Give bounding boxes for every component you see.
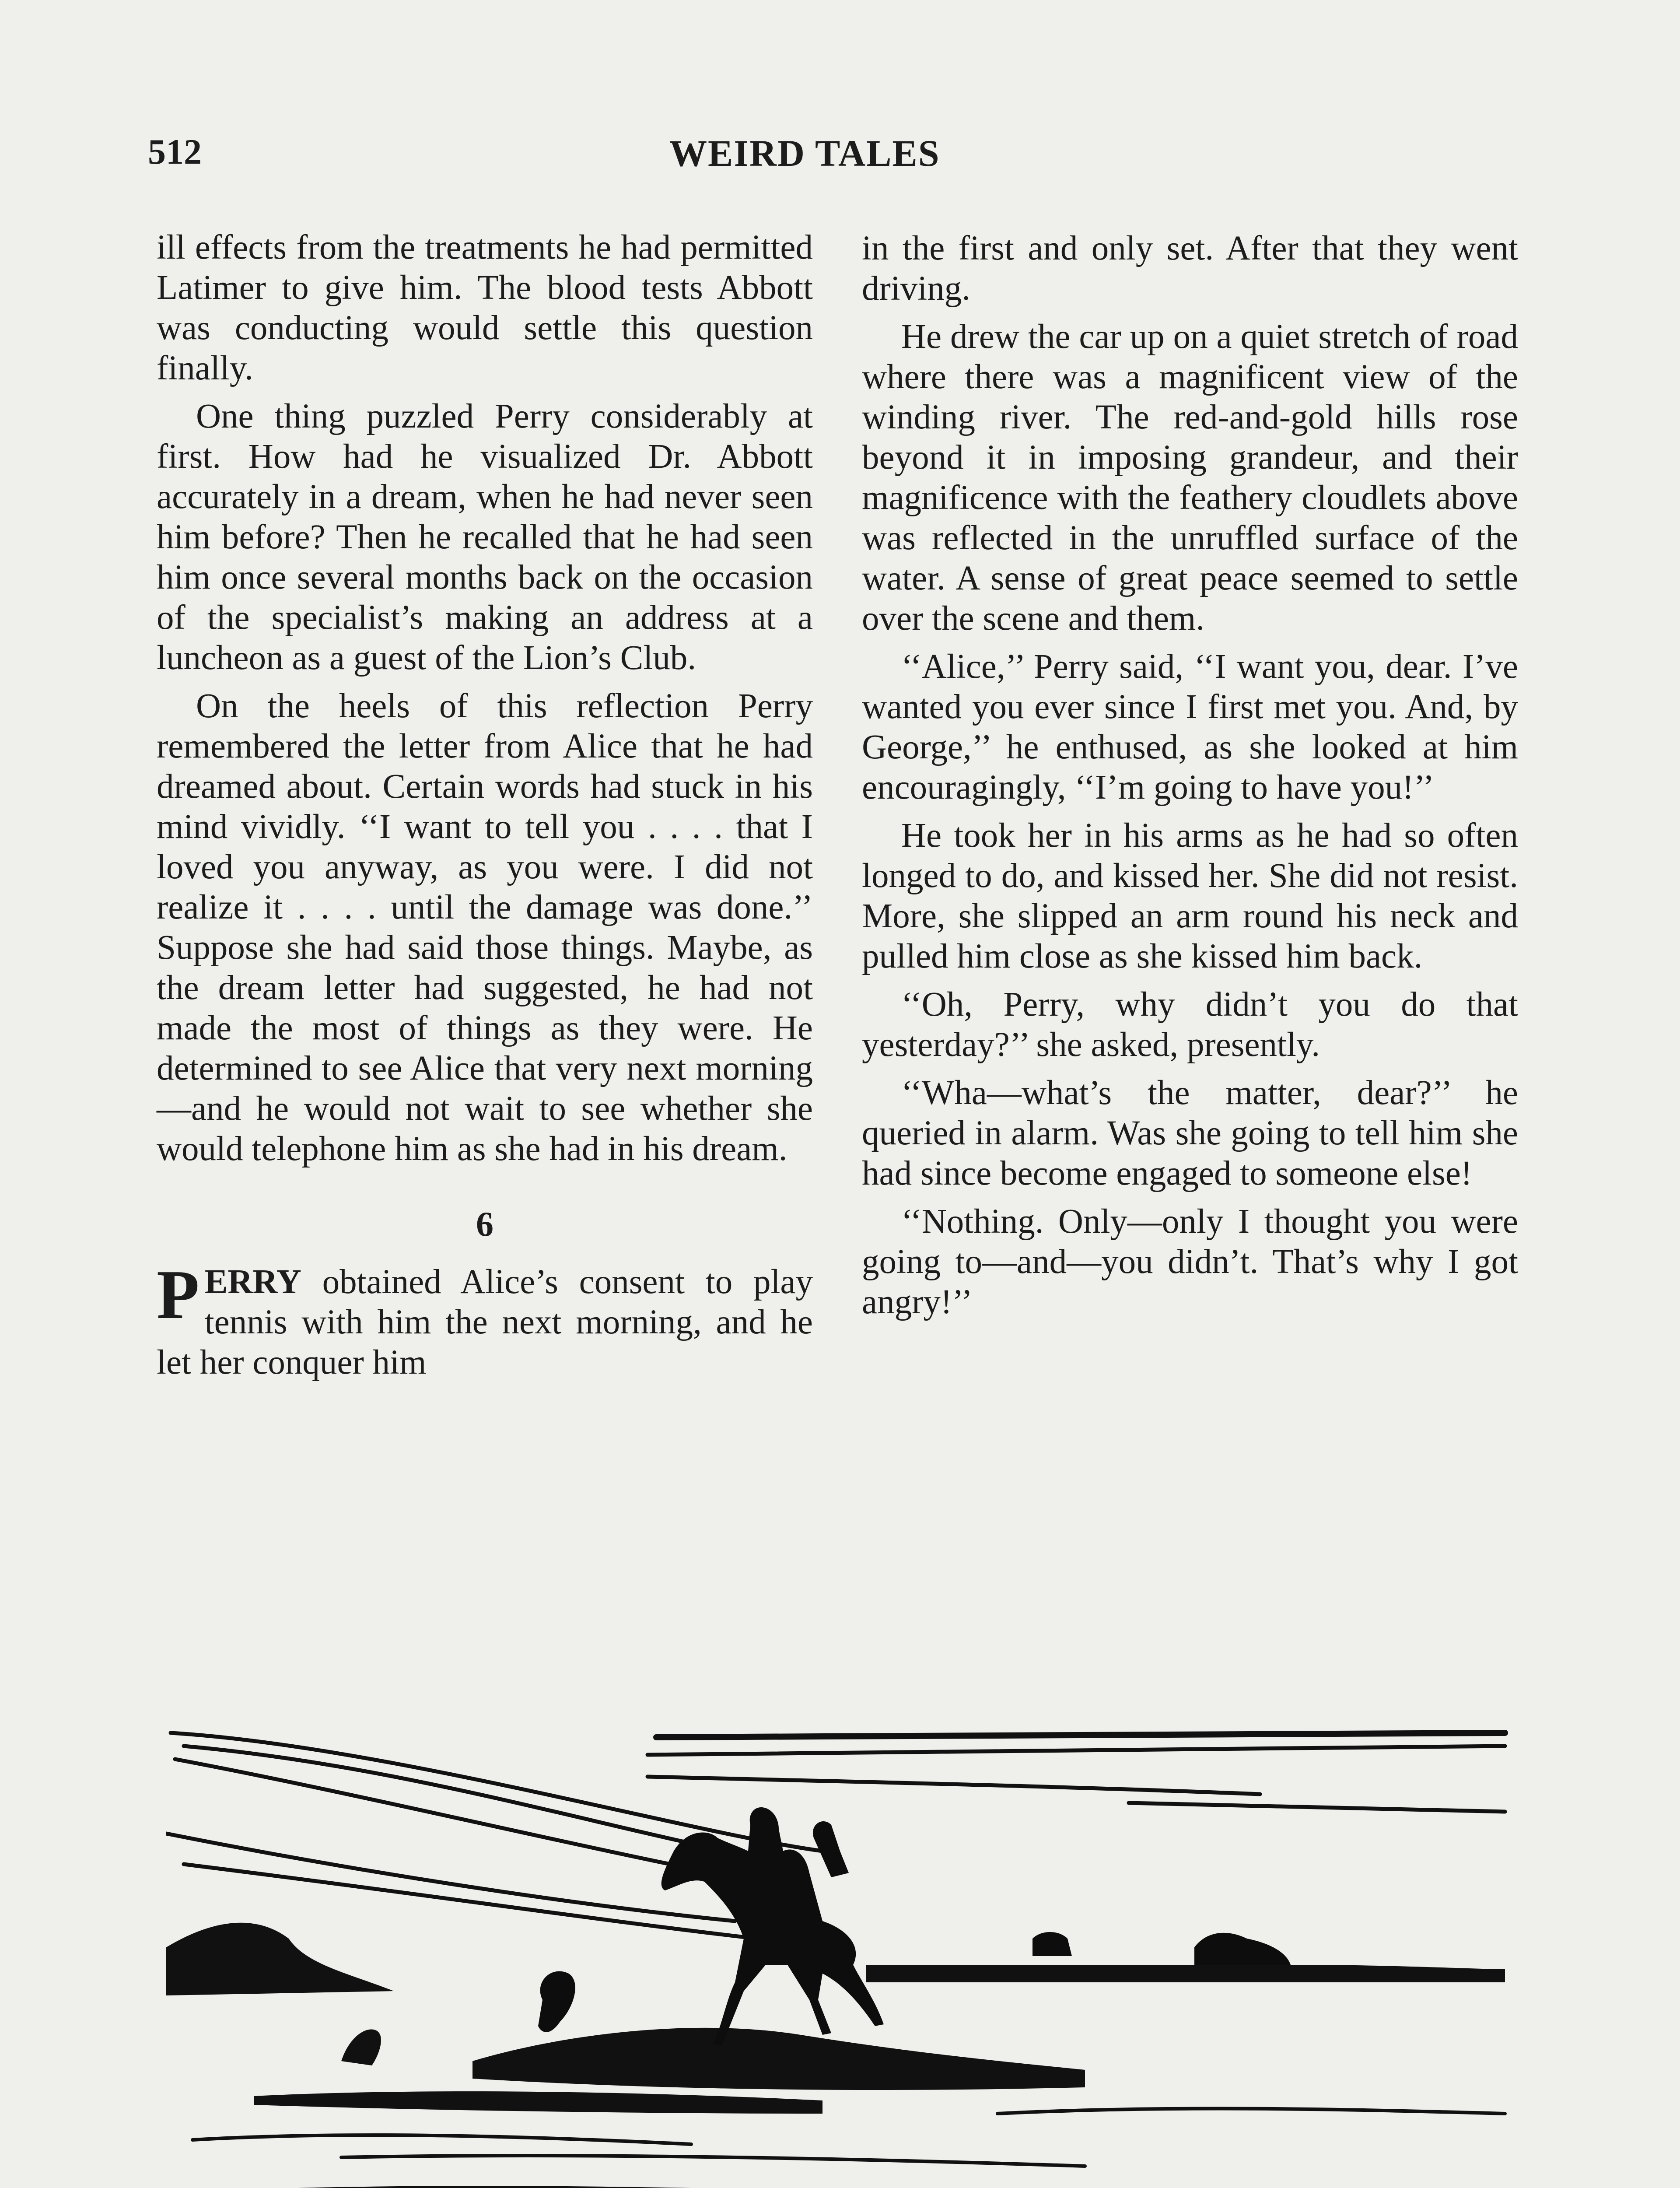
paragraph: On the heels of this reflection Perry remembered the letter from Alice that he had dreamed about. Certain words had stuck in his mind vividly. ‘‘I want to tell you . . . . that I loved you anyway, as you were. I did not realize it . . . . until the damage was done.’’ Suppose she had said those things. Maybe, as the dream letter had suggested, he had not made the most of things as they were. He determined to see Alice that very next morning—and he would not wait to see whether she would telephone him as she had in his dream. (157, 687, 813, 1168)
paragraph: ‘‘Wha—what’s the matter, dear?’’ he queried in alarm. Was she going to tell him she had since become engaged to someone else! (862, 1074, 1518, 1192)
paragraph: He took her in his arms as he had so often longed to do, and kissed her. She did not resist. More, she slipped an arm round his neck and pulled him close as she kissed him back. (862, 817, 1518, 975)
paragraph: ‘‘Nothing. Only—only I thought you were going to—and—you didn’t. That’s why I got angry!’’ (862, 1203, 1518, 1321)
drop-cap: P (157, 1255, 200, 1333)
left-column (157, 228, 813, 1391)
right-column (862, 228, 1518, 1330)
silhouette-illustration (166, 1720, 1514, 2188)
section-number: 6 (476, 1205, 494, 1244)
small-caps-lead: ERRY (204, 1263, 301, 1301)
ground-strokes (192, 2108, 1505, 2188)
distant-figures (1032, 1932, 1291, 1965)
sky-lines (166, 1733, 1505, 1939)
page-number: 512 (148, 132, 202, 172)
section-lead-paragraph (157, 1255, 813, 1383)
paragraph: in the first and only set. After that they went driving. (862, 229, 1518, 308)
rider-and-horse (662, 1807, 884, 2046)
bird (538, 1971, 575, 2032)
paragraph: One thing puzzled Perry considerably at first. How had he visualized Dr. Abbott accurately in a dream, when he had never seen him before? Then he recalled that he had seen him once several months back on the occasion of the specialist’s making an address at a luncheon as a guest of the Lion’s Club. (157, 397, 813, 677)
paragraph: ‘‘Alice,’’ Perry said, ‘‘I want you, dear. I’ve wanted you ever since I first met you. And, by George,’’ he enthused, as she looked at him encouragingly, ‘‘I’m going to have you!’’ (862, 648, 1518, 806)
running-title: WEIRD TALES (669, 132, 940, 174)
paragraph: He drew the car up on a quiet stretch of road where there was a magnificent view of the winding river. The red-and-gold hills rose beyond it in imposing grandeur, and their magnificence with the feathery cloudlets above was reflected in the unruffled surface of the water. A sense of great peace seemed to settle over the scene and them. (862, 318, 1518, 638)
section-lead-text: obtained Alice’s consent to play tennis with him the next morning, and he let her conquer him (157, 1263, 813, 1382)
paragraph: ill effects from the treatments he had permitted Latimer to give him. The blood tests Abbott was conducting would settle this question finally. (157, 228, 813, 387)
paragraph: ‘‘Oh, Perry, why didn’t you do that yesterday?’’ she asked, presently. (862, 985, 1518, 1064)
